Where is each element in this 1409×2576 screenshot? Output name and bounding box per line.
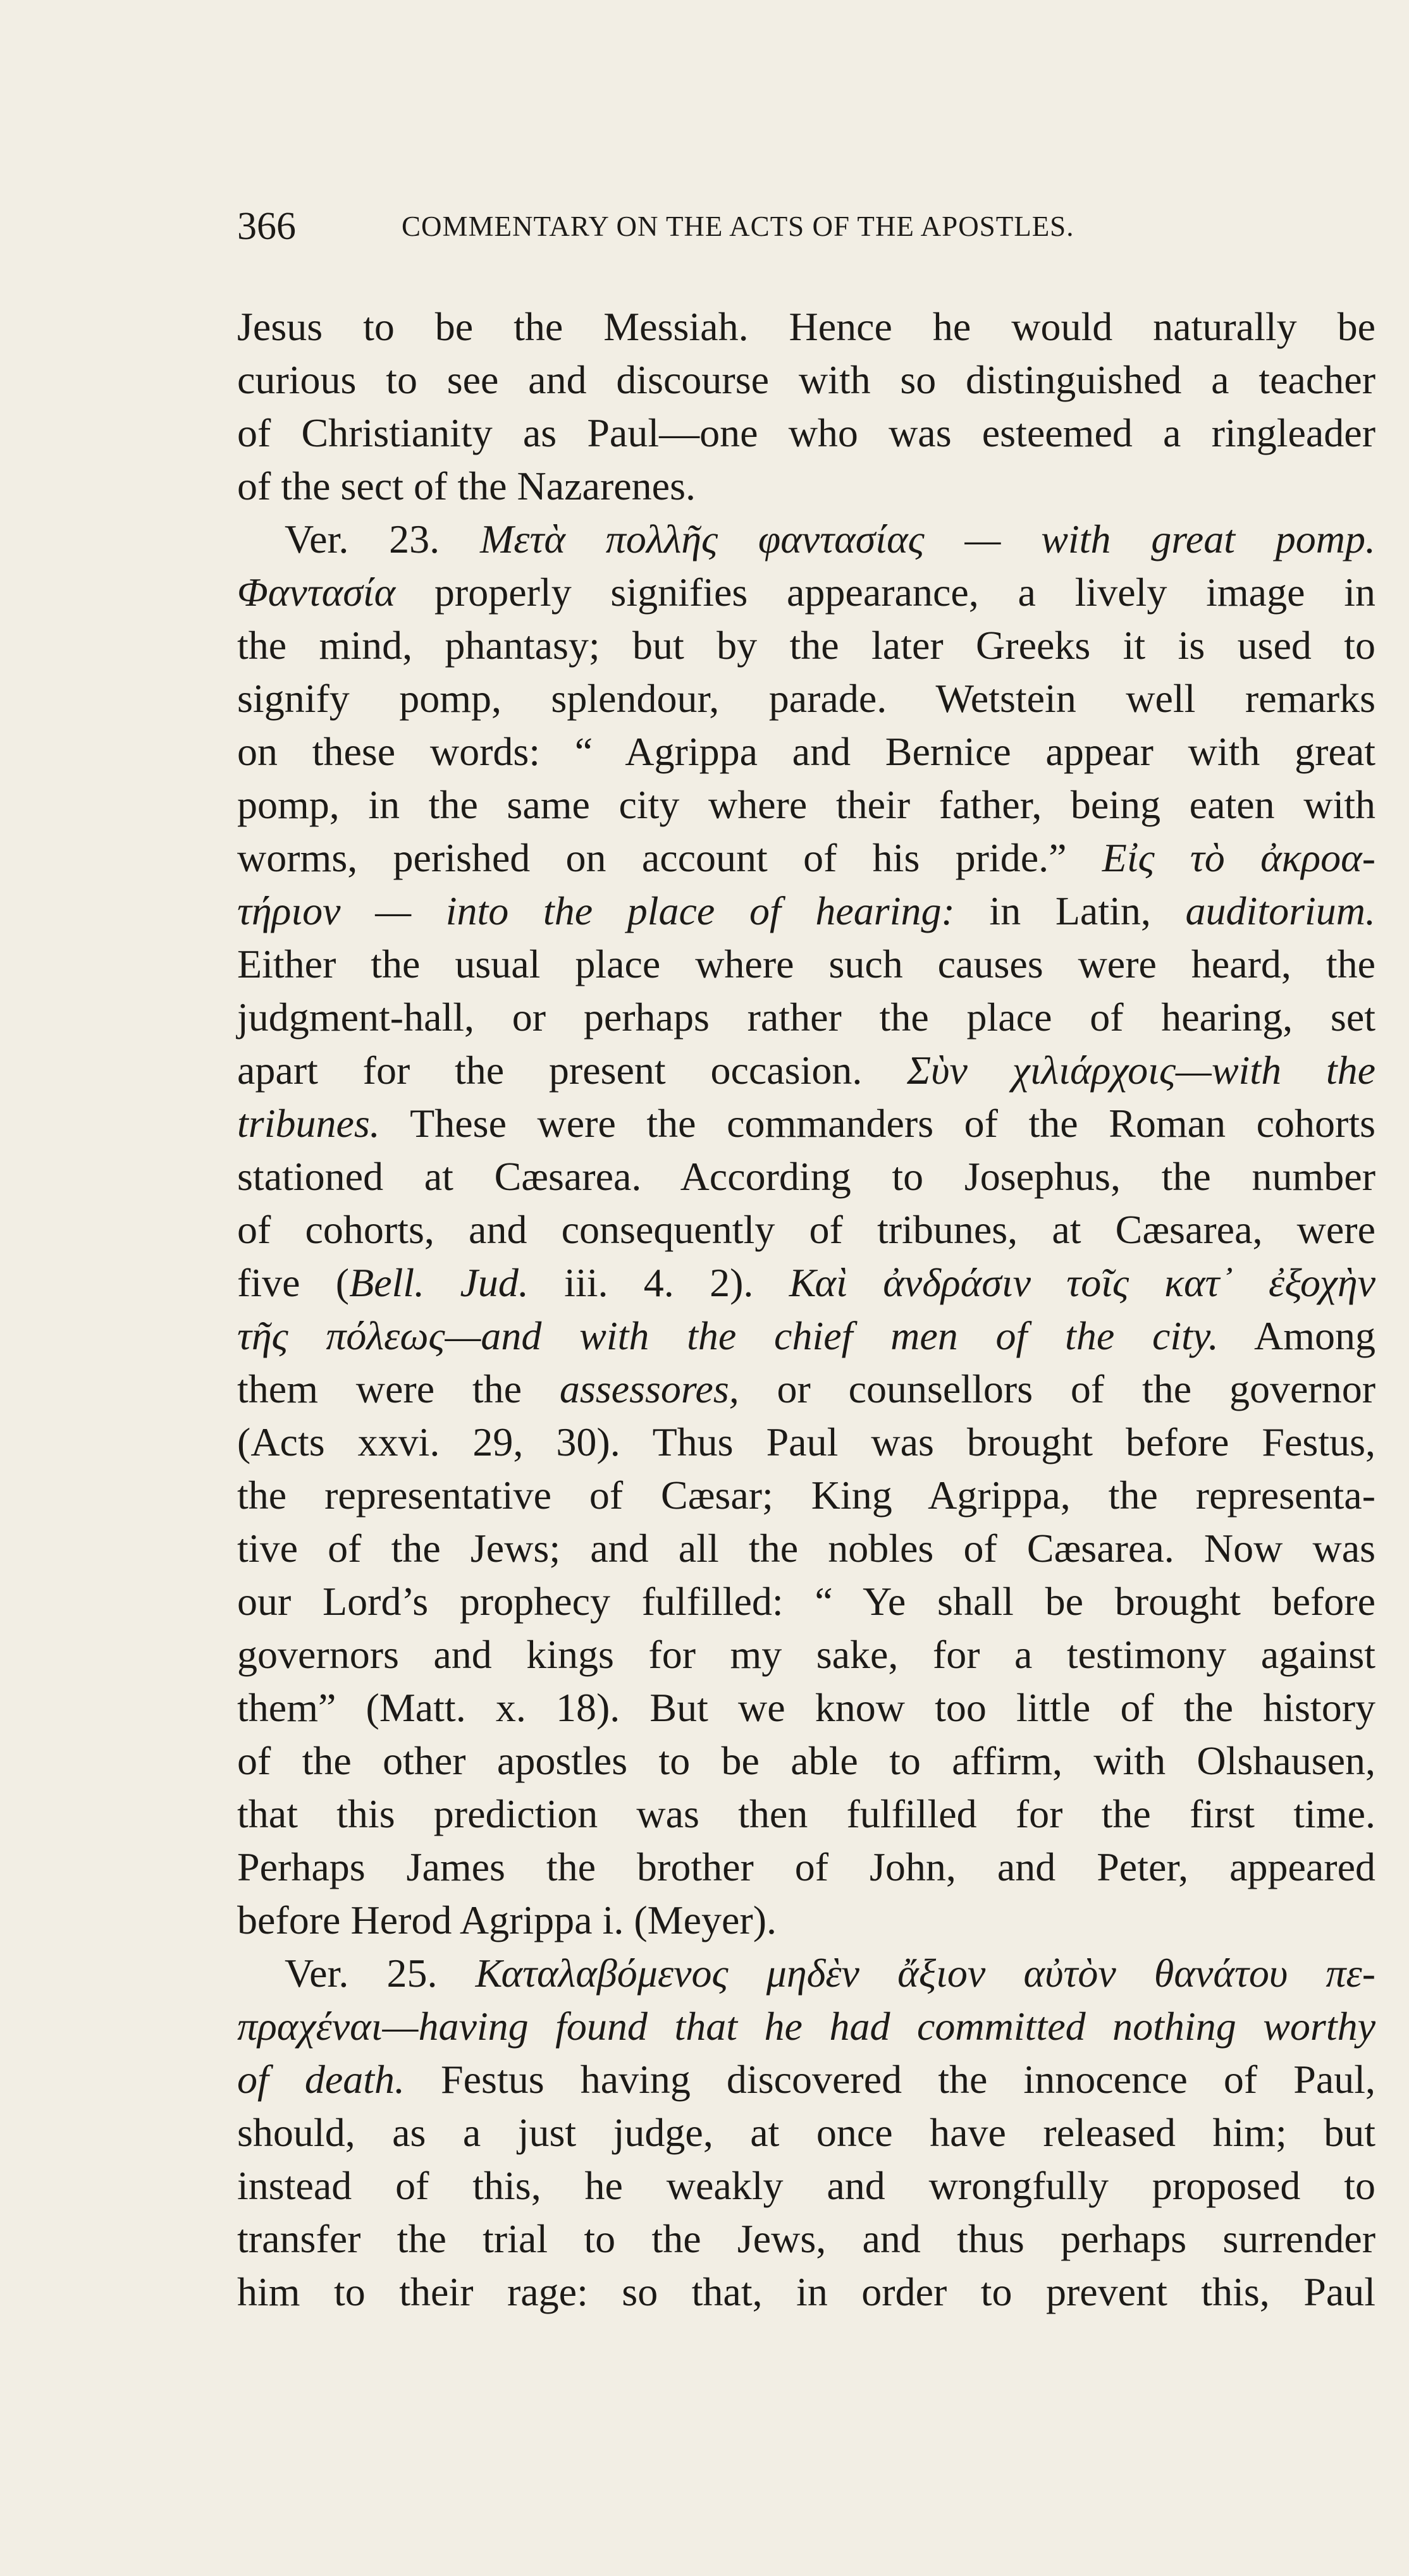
text-segment: them were the xyxy=(237,1366,560,1411)
text-segment: our Lord’s prophecy fulfilled: “ Ye shall be brought before xyxy=(237,1579,1375,1624)
text-line xyxy=(237,2159,1375,2212)
text-line xyxy=(237,1628,1375,1681)
text-line xyxy=(237,991,1375,1044)
text-segment: properly signifies appearance, a lively image in xyxy=(395,570,1375,615)
italic-segment: Μετὰ πολλῆς φαντασίας — with great pomp. xyxy=(479,517,1376,561)
italic-segment: τήριον — into the place of hearing: xyxy=(237,888,955,933)
italic-segment: tribunes. xyxy=(237,1101,380,1146)
text-line xyxy=(237,1894,1375,1947)
page-number: 366 xyxy=(237,205,296,248)
text-line xyxy=(237,725,1375,778)
text-segment: Ver. 25. xyxy=(285,1951,476,1996)
text-line xyxy=(237,1363,1375,1416)
text-segment: governors and kings for my sake, for a testimony against xyxy=(237,1632,1375,1677)
text-line xyxy=(237,513,1375,566)
italic-segment: Καὶ ἀνδράσιν τοῖς κατ᾽ ἐξοχὴν xyxy=(789,1260,1376,1305)
text-segment: tive of the Jews; and all the nobles of Cæsarea. Now was xyxy=(237,1526,1375,1571)
text-segment: signify pomp, splendour, parade. Wetstein well remarks xyxy=(237,676,1375,721)
text-segment: judgment-hall, or perhaps rather the place of hearing, set xyxy=(237,995,1375,1040)
text-line xyxy=(237,460,1375,513)
text-segment: iii. 4. 2). xyxy=(528,1260,789,1305)
text-segment: Either the usual place where such causes were heard, the xyxy=(237,941,1375,986)
text-line xyxy=(237,1203,1375,1256)
text-segment: of cohorts, and consequently of tribunes, at Cæsarea, were xyxy=(237,1207,1375,1252)
text-line xyxy=(237,938,1375,991)
text-line xyxy=(237,1947,1375,2000)
text-segment: transfer the trial to the Jews, and thus perhaps surrender xyxy=(237,2216,1375,2261)
text-line xyxy=(237,2000,1375,2053)
text-line xyxy=(237,885,1375,938)
text-segment: (Acts xxvi. 29, 30). Thus Paul was brought before Festus, xyxy=(237,1420,1375,1464)
italic-segment: auditorium. xyxy=(1185,888,1376,933)
text-line xyxy=(237,1469,1375,1522)
text-line xyxy=(237,2053,1375,2106)
italic-segment: of death. xyxy=(237,2057,405,2102)
text-segment: him to their rage: so that, in order to prevent this, Paul xyxy=(237,2269,1375,2314)
text-segment: the representative of Cæsar; King Agrippa, the representa- xyxy=(237,1473,1375,1518)
text-segment: pomp, in the same city where their father, being eaten with xyxy=(237,782,1375,827)
text-line xyxy=(237,1309,1375,1363)
italic-segment: πραχέναι—having found that he had committed nothing worthy xyxy=(237,2004,1375,2049)
text-line xyxy=(237,1256,1375,1309)
text-segment: in Latin, xyxy=(954,888,1186,933)
text-segment: Jesus to be the Messiah. Hence he would naturally be xyxy=(237,304,1375,349)
text-segment: Perhaps James the brother of John, and Peter, appeared xyxy=(237,1844,1375,1889)
italic-segment: assessores, xyxy=(559,1366,739,1411)
text-line xyxy=(237,619,1375,672)
italic-segment: Εἰς τὸ ἀκροα- xyxy=(1102,835,1376,880)
text-line xyxy=(237,1575,1375,1628)
text-line xyxy=(237,1841,1375,1894)
body-text xyxy=(237,300,1375,2319)
text-line xyxy=(237,566,1375,619)
text-segment: of Christianity as Paul—one who was esteemed a ringleader xyxy=(237,410,1375,455)
text-line xyxy=(237,353,1375,407)
text-line xyxy=(237,2106,1375,2159)
text-segment: should, as a just judge, at once have released him; but xyxy=(237,2110,1375,2155)
text-segment: curious to see and discourse with so distinguished a teacher xyxy=(237,357,1375,402)
text-line xyxy=(237,1522,1375,1575)
text-segment: Ver. 23. xyxy=(285,517,480,561)
text-line xyxy=(237,1097,1375,1150)
text-line xyxy=(237,1734,1375,1788)
italic-segment: Σὺν χιλιάρχοις—with the xyxy=(907,1048,1376,1093)
text-segment: the mind, phantasy; but by the later Greeks it is used to xyxy=(237,623,1375,668)
italic-segment: Bell. Jud. xyxy=(349,1260,529,1305)
running-title: COMMENTARY ON THE ACTS OF THE APOSTLES. xyxy=(402,211,1074,242)
page-header xyxy=(237,201,1211,252)
text-segment: before Herod Agrippa i. (Meyer). xyxy=(237,1898,777,1942)
text-line xyxy=(237,1788,1375,1841)
text-line xyxy=(237,672,1375,725)
text-segment: These were the commanders of the Roman cohorts xyxy=(379,1101,1375,1146)
text-line xyxy=(237,2212,1375,2266)
text-segment: apart for the present occasion. xyxy=(237,1048,908,1093)
text-line xyxy=(237,2266,1375,2319)
text-segment: five ( xyxy=(237,1260,350,1305)
italic-segment: τῆς πόλεως—and with the chief men of the city. xyxy=(237,1313,1219,1358)
text-segment: stationed at Cæsarea. According to Josephus, the number xyxy=(237,1154,1375,1199)
text-segment: Festus having discovered the innocence of Paul, xyxy=(405,2057,1376,2102)
text-segment: Among xyxy=(1218,1313,1376,1358)
text-segment: that this prediction was then fulfilled for the first time. xyxy=(237,1791,1375,1836)
text-line xyxy=(237,778,1375,831)
text-segment: on these words: “ Agrippa and Bernice appear with great xyxy=(237,729,1375,774)
text-line xyxy=(237,1416,1375,1469)
text-line xyxy=(237,1044,1375,1097)
text-segment: instead of this, he weakly and wrongfully proposed to xyxy=(237,2163,1375,2208)
text-segment: worms, perished on account of his pride.” xyxy=(237,835,1102,880)
italic-segment: Καταλαβόμενος μηδὲν ἄξιον αὐτὸν θανάτου πε- xyxy=(475,1951,1376,1996)
italic-segment: Φαντασία xyxy=(237,570,396,615)
text-segment: of the sect of the Nazarenes. xyxy=(237,463,696,508)
text-line xyxy=(237,1150,1375,1203)
text-line xyxy=(237,407,1375,460)
text-segment: them” (Matt. x. 18). But we know too little of the history xyxy=(237,1685,1375,1730)
text-line xyxy=(237,300,1375,353)
text-segment: or counsellors of the governor xyxy=(739,1366,1376,1411)
text-segment: of the other apostles to be able to affirm, with Olshausen, xyxy=(237,1738,1375,1783)
text-line xyxy=(237,831,1375,885)
text-line xyxy=(237,1681,1375,1734)
